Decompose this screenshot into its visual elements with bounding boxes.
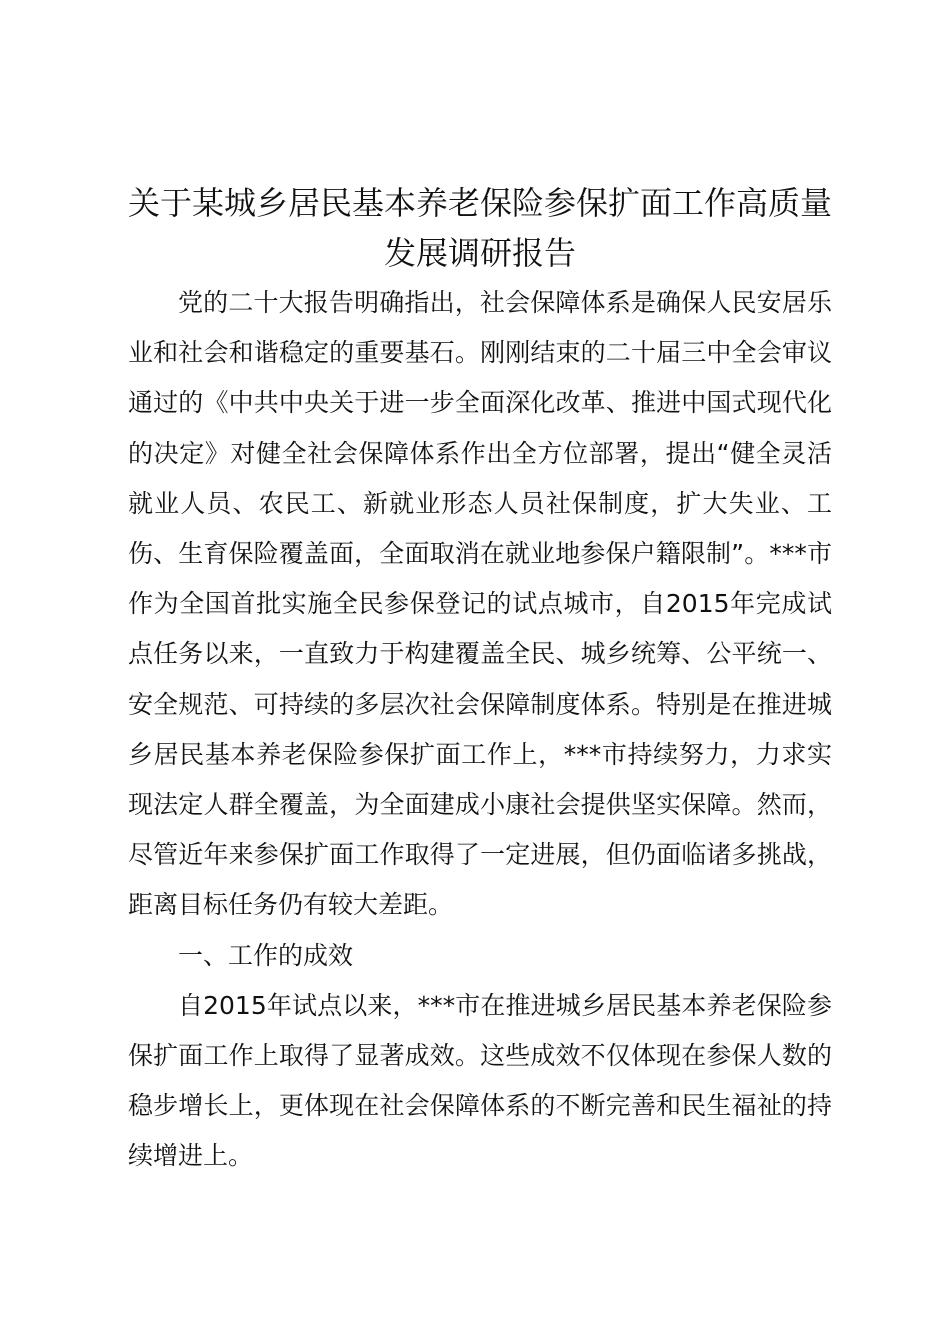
document-title: 关于某城乡居民基本养老保险参保扩面工作高质量发展调研报告 xyxy=(128,184,833,272)
paragraph-intro: 党的二十大报告明确指出，社会保障体系是确保人民安居乐业和社会和谐稳定的重要基石。刚刚结束的二十届三中全会审议通过的《中共中央关于进一步全面深化改革、推进中国式现代化的决定》对健全社会保障体系作出全方位部署，提出“健全灵活就业人员、农民工、新就业形态人员社保制度，扩大失业、工伤、生育保险覆盖面，全面取消在就业地参保户籍限制”。***市作为全国首批实施全民参保登记的试点城市，自2015年完成试点任务以来，一直致力于构建覆盖全民、城乡统筹、公平统一、安全规范、可持续的多层次社会保障制度体系。特别是在推进城乡居民基本养老保险参保扩面工作上，***市持续努力，力求实现法定人群全覆盖，为全面建成小康社会提供坚实保障。然而，尽管近年来参保扩面工作取得了一定进展，但仍面临诸多挑战，距离目标任务仍有较大差距。 xyxy=(128,288,832,920)
paragraph-results: 自2015年试点以来，***市在推进城乡居民基本养老保险参保扩面工作上取得了显著成效。这些成效不仅体现在参保人数的稳步增长上，更体现在社会保障体系的不断完善和民生福祉的持续增进上。 xyxy=(128,990,832,1171)
document-page xyxy=(128,178,832,1182)
document-body xyxy=(128,278,832,1182)
section-heading: 一、工作的成效 xyxy=(178,940,354,970)
